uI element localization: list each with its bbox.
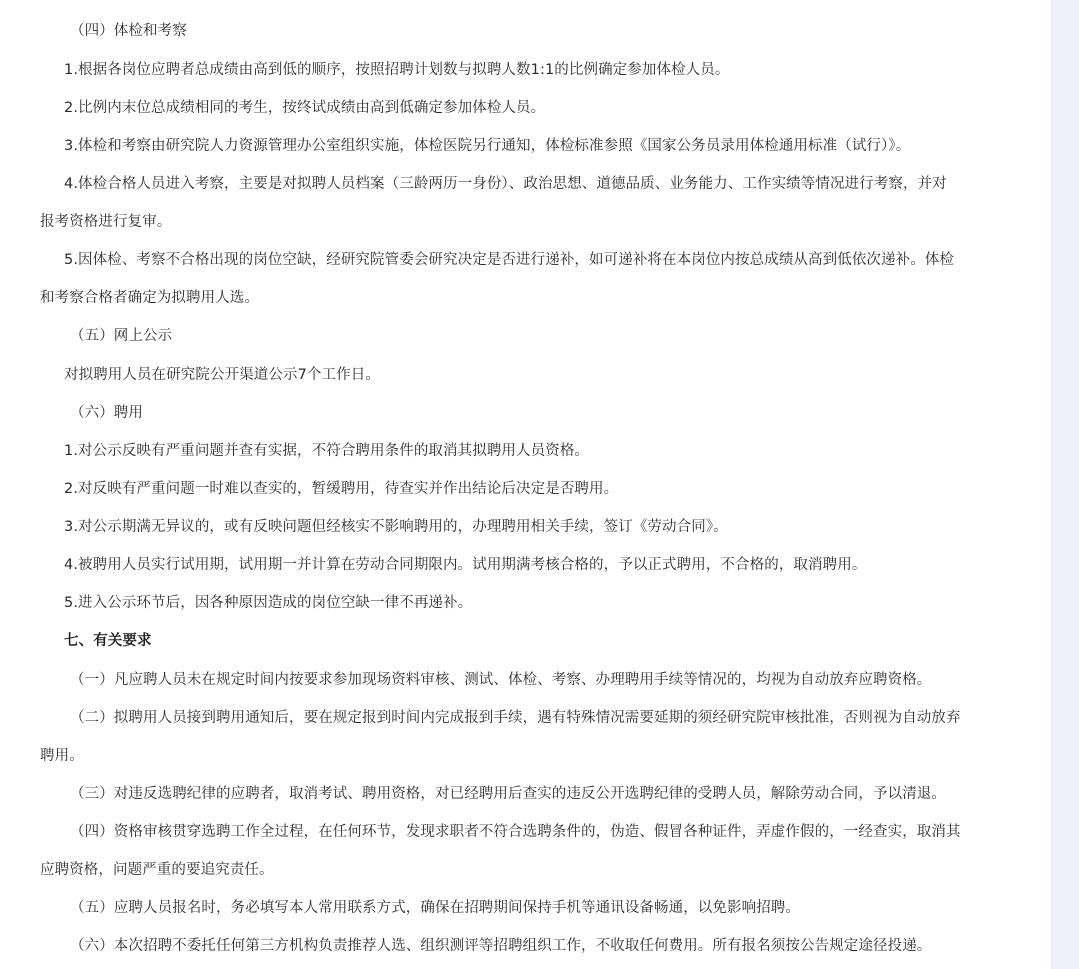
paragraph-item: 4.体检合格人员进入考察，主要是对拟聘人员档案（三龄两历一身份）、政治思想、道德品质、业务能力、工作实绩等情况进行考察，并对: [64, 176, 947, 192]
section-heading-public-notice: （五）网上公示: [70, 328, 173, 344]
paragraph-item: （六）本次招聘不委托任何第三方机构负责推荐人选、组织测评等招聘组织工作，不收取任何费用。所有报名须按公告规定途径投递。: [70, 938, 932, 954]
paragraph-continuation: 和考察合格者确定为拟聘用人选。: [40, 290, 259, 306]
paragraph-item: 1.根据各岗位应聘者总成绩由高到低的顺序，按照招聘计划数与拟聘人数1:1的比例确定参加体检人员。: [64, 62, 730, 78]
paragraph-item: 4.被聘用人员实行试用期，试用期一并计算在劳动合同期限内。试用期满考核合格的，予以正式聘用，不合格的，取消聘用。: [64, 557, 867, 573]
paragraph-item: 2.对反映有严重问题一时难以查实的，暂缓聘用，待查实并作出结论后决定是否聘用。: [64, 481, 619, 497]
section-heading-requirements: 七、有关要求: [64, 633, 152, 649]
paragraph-continuation: 报考资格进行复审。: [40, 214, 172, 230]
paragraph-item: 2.比例内末位总成绩相同的考生，按终试成绩由高到低确定参加体检人员。: [64, 100, 546, 116]
paragraph-item: （一）凡应聘人员未在规定时间内按要求参加现场资料审核、测试、体检、考察、办理聘用手续等情况的，均视为自动放弃应聘资格。: [70, 672, 932, 688]
paragraph-item: 5.进入公示环节后，因各种原因造成的岗位空缺一律不再递补。: [64, 595, 473, 611]
paragraph-text: 对拟聘用人员在研究院公开渠道公示7个工作日。: [64, 367, 380, 383]
section-heading-employment: （六）聘用: [70, 405, 143, 421]
paragraph-item: 5.因体检、考察不合格出现的岗位空缺，经研究院管委会研究决定是否进行递补，如可递补将在本岗位内按总成绩从高到低依次递补。体检: [64, 252, 955, 268]
paragraph-item: （四）资格审核贯穿选聘工作全过程，在任何环节，发现求职者不符合选聘条件的，伪造、假冒各种证件，弄虚作假的，一经查实，取消其: [70, 824, 961, 840]
paragraph-continuation: 聘用。: [40, 748, 84, 764]
paragraph-item: 1.对公示反映有严重问题并查有实据，不符合聘用条件的取消其拟聘用人员资格。: [64, 443, 590, 459]
paragraph-item: 3.体检和考察由研究院人力资源管理办公室组织实施，体检医院另行通知，体检标准参照《国家公务员录用体检通用标准（试行）》。: [64, 138, 911, 154]
section-heading-physical-exam: （四）体检和考察: [70, 23, 187, 39]
paragraph-item: 3.对公示期满无异议的，或有反映问题但经核实不影响聘用的，办理聘用相关手续，签订《劳动合同》。: [64, 519, 728, 535]
paragraph-item: （三）对违反选聘纪律的应聘者，取消考试、聘用资格，对已经聘用后查实的违反公开选聘纪律的受聘人员，解除劳动合同，予以清退。: [70, 786, 946, 802]
paragraph-continuation: 应聘资格，问题严重的要追究责任。: [40, 862, 274, 878]
paragraph-item: （二）拟聘用人员接到聘用通知后，要在规定报到时间内完成报到手续，遇有特殊情况需要延期的须经研究院审核批准，否则视为自动放弃: [70, 710, 961, 726]
paragraph-item: （五）应聘人员报名时，务必填写本人常用联系方式，确保在招聘期间保持手机等通讯设备畅通，以免影响招聘。: [70, 900, 800, 916]
